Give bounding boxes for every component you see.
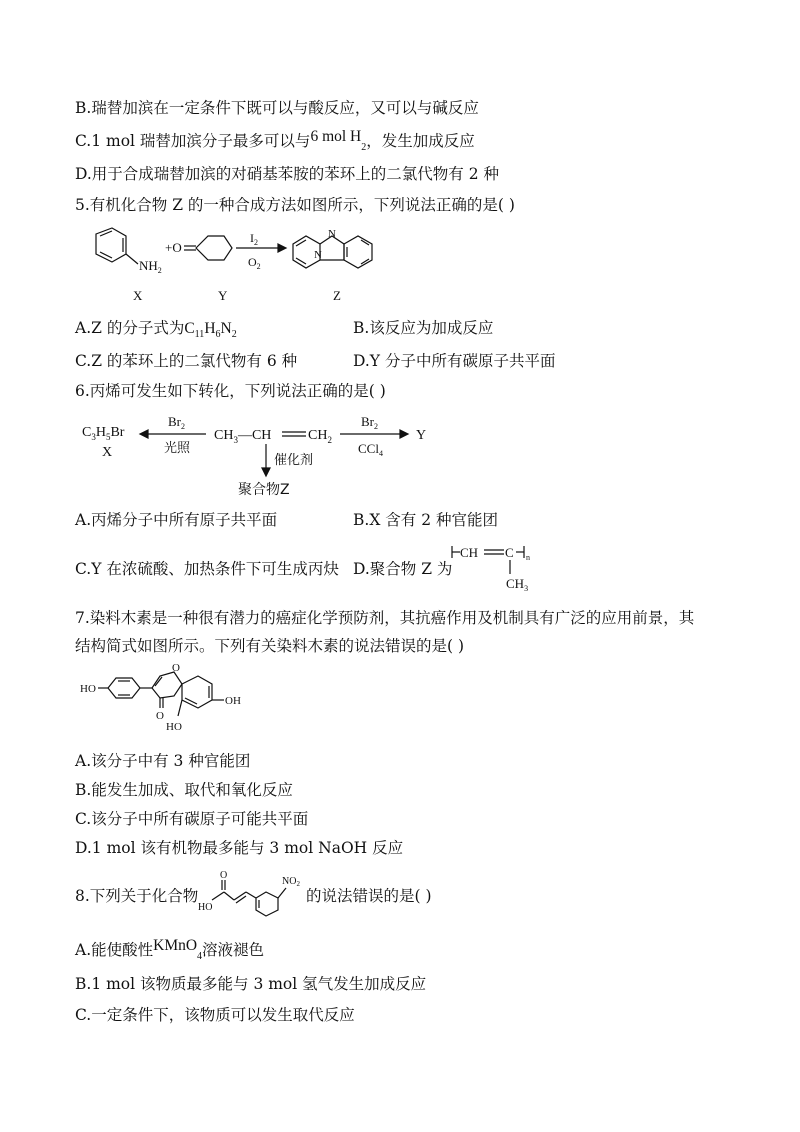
- q6-propene-scheme: [78, 406, 438, 502]
- svg-text:C: C: [505, 545, 514, 560]
- q8-option-b: B.1 mol 该物质最多能与 3 mol 氢气发生加成反应: [75, 975, 427, 993]
- label-x: X: [133, 288, 143, 303]
- catalyst: 催化剂: [274, 453, 314, 468]
- q5-option-a: A.Z 的分子式为$C_{11}H_6N_2$: [75, 319, 237, 340]
- light-condition: 光照: [164, 441, 191, 456]
- oh-right: OH: [225, 695, 241, 707]
- x-formula: $C_3H_5Br$: [82, 425, 125, 442]
- polymer-z-structure: [448, 538, 548, 594]
- q7-option-a: A.该分子中有 3 种官能团: [75, 752, 251, 770]
- label-y: Y: [218, 288, 228, 303]
- reagent-br2-right: $Br_2$: [361, 414, 378, 431]
- ring-oxygen: O: [172, 662, 180, 674]
- q4-option-c: [75, 128, 475, 158]
- q8-stem-post: 的说法错误的是( ): [306, 887, 432, 905]
- reagent-br2-left: $Br_2$: [168, 414, 185, 431]
- q6-option-b: B.X 含有 2 种官能团: [353, 511, 498, 529]
- polymer-z: 聚合物Z: [238, 482, 290, 498]
- svg-text:CH: CH: [460, 545, 479, 560]
- q7-option-c: C.该分子中所有碳原子可能共平面: [75, 810, 309, 828]
- q7-option-b: B.能发生加成、取代和氧化反应: [75, 781, 293, 799]
- hydroxyl-ho: HO: [198, 902, 213, 913]
- ho-left: HO: [80, 683, 96, 695]
- q5-option-b: B.该反应为加成反应: [353, 319, 494, 337]
- q8-option-c: C.一定条件下，该物质可以发生取代反应: [75, 1006, 355, 1024]
- plus-oxygen: +O: [165, 240, 182, 255]
- q6-option-a: A.丙烯分子中所有原子共平面: [75, 511, 278, 529]
- reaction-arrow: [236, 231, 286, 271]
- q6-option-c: C.Y 在浓硫酸、加热条件下可生成丙炔: [75, 560, 339, 578]
- amine-label: $NH_2$: [139, 258, 162, 275]
- q6-stem: 6.丙烯可发生如下转化，下列说法正确的是( ): [75, 382, 386, 400]
- propene-ch2: $CH_2$: [308, 428, 332, 445]
- carbonyl-o: O: [220, 870, 228, 881]
- q6-option-d: D.聚合物 Z 为: [353, 560, 453, 578]
- svg-text:n: n: [526, 553, 530, 562]
- label-y: Y: [416, 428, 427, 443]
- label-x: X: [102, 445, 113, 460]
- molecule-z: [293, 228, 372, 303]
- kmno4: KMnO$_4$: [153, 937, 203, 962]
- q8-option-a: A.能使酸性KMnO$_4$溶液褪色: [75, 937, 265, 962]
- q4-option-d: D.用于合成瑞替加滨的对硝基苯胺的苯环上的二氯代物有 2 种: [75, 165, 500, 183]
- carbonyl-oxygen: O: [156, 710, 164, 722]
- label-z: Z: [333, 288, 341, 303]
- nitro-group: $NO_2$: [282, 876, 300, 888]
- molecule-x: [96, 228, 162, 303]
- svg-text:CH3: $CH_3$: [506, 576, 529, 593]
- ho-bottom: HO: [166, 721, 182, 733]
- q7-stem-line1: 7.染料木素是一种很有潜力的癌症化学预防剂，其抗癌作用及机制具有广泛的应用前景，其: [75, 609, 695, 627]
- molecule-y: [165, 236, 232, 303]
- ring-nitrogen-bridge: N: [314, 249, 322, 261]
- z-molecular-formula: $C_{11}H_6N_2$: [184, 320, 237, 340]
- q4-option-b: B.瑞替加滨在一定条件下既可以与酸反应，又可以与碱反应: [75, 99, 479, 117]
- q5-option-d: D.Y 分子中所有碳原子共平面: [353, 352, 556, 370]
- q5-reaction-scheme: [78, 222, 408, 304]
- reagent-o2: $O_2$: [248, 255, 261, 271]
- q4-option-c-pre: C.1 mol 瑞替加滨分子最多可以与: [75, 132, 311, 150]
- solvent-ccl4: CCl$_4$: [358, 441, 383, 458]
- q8-stem-pre: 8.下列关于化合物: [75, 887, 199, 905]
- q7-stem-line2: 结构简式如图所示。下列有关染料木素的说法错误的是( ): [75, 637, 465, 655]
- cyclohexane-ring: [196, 236, 232, 260]
- h2-amount: 6 mol $H_2$: [310, 128, 367, 153]
- q7-option-d: D.1 mol 该有机物最多能与 3 mol NaOH 反应: [75, 839, 404, 857]
- propene-formula: $CH_3—CH$: [214, 428, 272, 445]
- q5-stem: 5.有机化合物 Z 的一种合成方法如图所示，下列说法正确的是( ): [75, 196, 515, 214]
- genistein-structure: [78, 662, 268, 742]
- ring-nitrogen-top: N: [328, 228, 336, 240]
- q4-option-c-post: ，发生加成反应: [366, 132, 475, 150]
- reagent-i2: $I_2$: [250, 231, 258, 247]
- q8-compound-structure: [196, 866, 306, 922]
- q5-option-c: C.Z 的苯环上的二氯代物有 6 种: [75, 352, 298, 370]
